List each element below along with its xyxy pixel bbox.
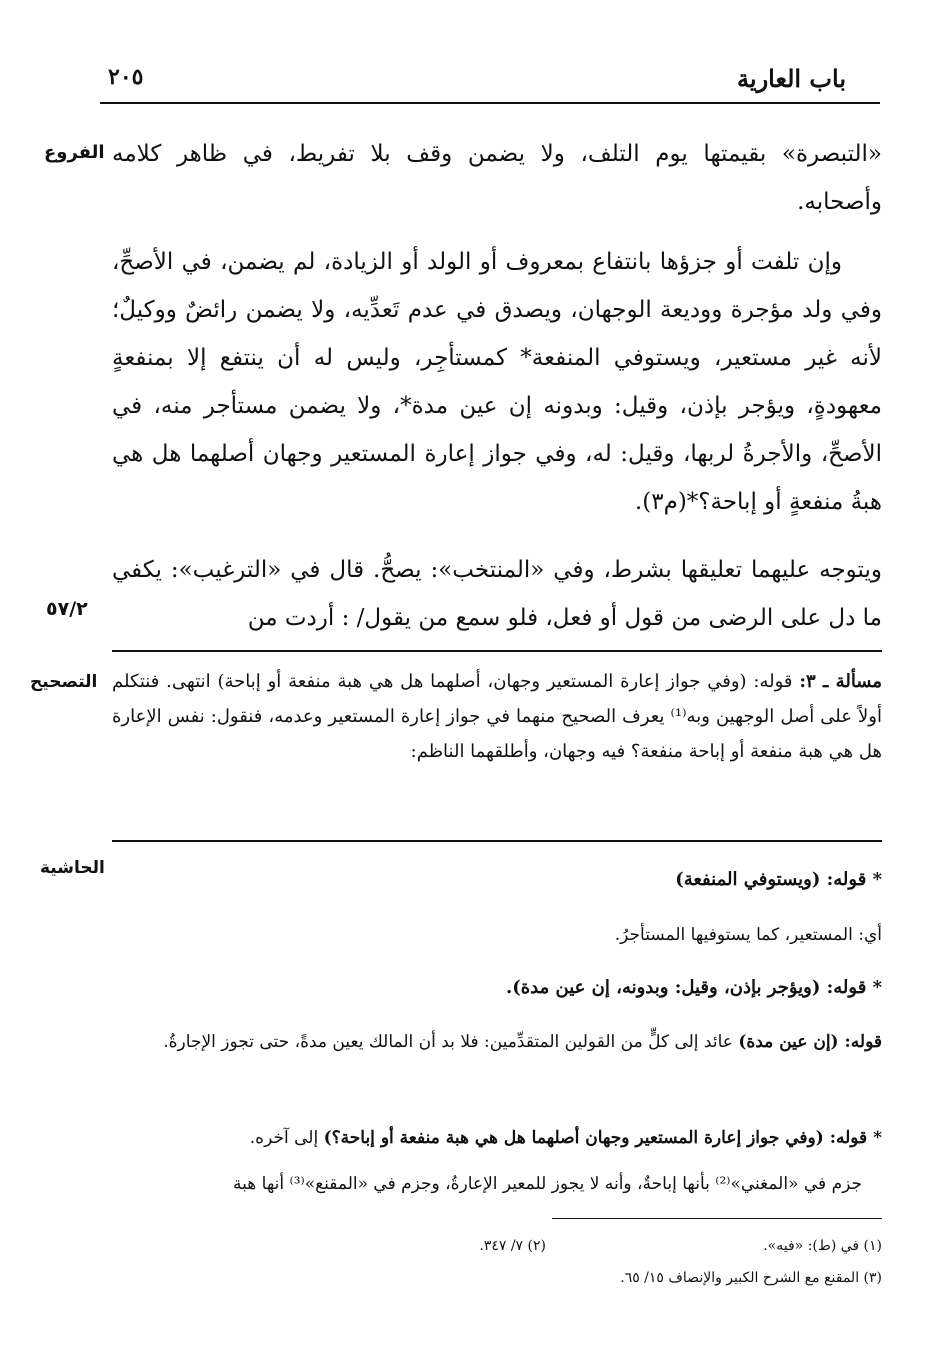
hashiya-entry-4-text: عائد إلى كلٍّ من القولين المتقدِّمين: فلا بد أن المالك يعين مدةً، حتى تجوز الإجارةُ. <box>163 1032 739 1052</box>
hashiya-entry-5-text: إلى آخره. <box>249 1128 324 1148</box>
header-rule <box>100 102 880 104</box>
hashiya-entry-5-lead: * قوله: (وفي جواز إعارة المستعير وجهان أصلهما هل هي هبة منفعة أو إباحة؟) <box>323 1128 882 1148</box>
hashiya-entry-6: جزم في «المغني»⁽²⁾ بأنها إباحةٌ، وأنه لا يجوز للمعير الإعارةُ، وجزم في «المقنع»⁽³⁾ أنها هبة <box>233 1174 862 1194</box>
furu-page-ref: ٥٧/٢ <box>46 598 88 620</box>
chapter-title: باب العارية <box>737 64 846 93</box>
tashih-paragraph <box>112 664 882 769</box>
hashiya-entry-4-lead: قوله: (إن عين مدة) <box>738 1032 882 1052</box>
hashiya-label: الحاشية <box>40 858 105 878</box>
hashiya-entry-5 <box>112 1116 882 1160</box>
tashih-top-rule <box>112 650 882 652</box>
furu-paragraph-2: وإن تلفت أو جزؤها بانتفاع بمعروف أو الولد أو الزيادة، لم يضمن، في الأصحِّ، وفي ولد مؤجرة ووديعة الوجهان، ويصدق في عدم تَعدِّيه، ولا يضمن رائضٌ ووكيلٌ؛ لأنه غير مستعير، ويستوفي المنفعة* كمستأجِر، وليس له أن ينتفع إلا بمنفعةٍ معهودةٍ، ويؤجر بإذن، وقيل: وبدونه إن عين مدة*، ولا يضمن مستأجر منه، في الأصحِّ، والأجرةُ لربها، وقيل: له، وفي جواز إعارة المستعير وجهان أصلهما هل هي هبةُ منفعةٍ أو إباحة؟*(م٣). <box>112 249 882 515</box>
hashiya-entry-2: أي: المستعير، كما يستوفيها المستأجرُ. <box>614 925 882 945</box>
furu-paragraph-1: «التبصرة» بقيمتها يوم التلف، ولا يضمن وقف بلا تفريط، في ظاهر كلامه وأصحابه. <box>112 141 882 215</box>
hashiya-top-rule <box>112 840 882 842</box>
furu-label: الفروع <box>44 142 105 163</box>
footnote-3: (٣) المقنع مع الشرح الكبير والإنصاف ١٥/ ٦٥. <box>620 1270 882 1286</box>
tashih-lead: مسألة ـ ٣: <box>799 671 882 692</box>
footnote-2: (٢) ٧/ ٣٤٧. <box>479 1238 546 1254</box>
furu-paragraph-3: ويتوجه عليهما تعليقها بشرط، وفي «المنتخب»: يصحُّ. قال في «الترغيب»: يكفي ما دل على الرضى من قول أو فعل، فلو سمع من يقول/ : أردت من <box>112 557 882 631</box>
footnote-1: (١) في (ط): «فيه». <box>763 1238 882 1254</box>
page-number: ٢٠٥ <box>108 64 144 90</box>
hashiya-entry-3: * قوله: (ويؤجر بإذن، وقيل: وبدونه، إن عين مدة). <box>505 977 882 998</box>
hashiya-entry-4 <box>112 1020 882 1064</box>
footnote-rule <box>552 1218 882 1219</box>
tashih-label: التصحيح <box>30 672 98 692</box>
hashiya-entry-1: * قوله: (ويستوفي المنفعة) <box>675 869 882 890</box>
tashih-text: قوله: (وفي جواز إعارة المستعير وجهان، أصلهما هل هي هبة منفعة أو إباحة) انتهى. فنتكلم أولاً على أصل الوجهين وبه⁽¹⁾ يعرف الصحيح منهما في جواز إعارة المستعير وعدمه، فنقول: نفس الإعارة هل هي هبة منفعة أو إباحة منفعة؟ فيه وجهان، وأطلقهما الناظم: <box>112 671 882 762</box>
